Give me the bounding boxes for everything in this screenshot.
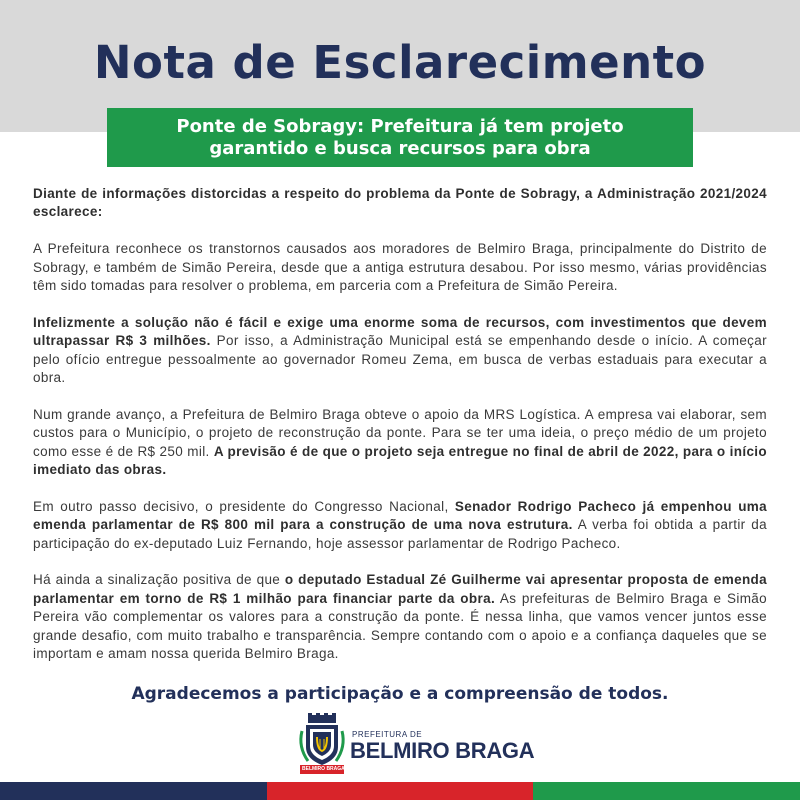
bottom-bar-red: [267, 782, 534, 800]
bottom-bar-green: [533, 782, 800, 800]
paragraph-2: A Prefeitura reconhece os transtornos causados aos moradores de Belmiro Braga, principalmente do Distrito de Sobragy, e também de Simão Pereira, desde que a antiga estrutura desabou. Por isso mesmo, várias providências têm sido tomadas para resolver o problema, em parceria com a Prefeitura de Simão Pereira.: [33, 241, 767, 294]
paragraph-4-start: Num grande avanço, a Prefeitura de Belmiro Braga obteve o apoio da MRS Logística. A empresa vai elaborar, sem custos para o Município, o projeto de reconstrução da ponte. Para se ter uma ideia, o preço médio de um projeto como esse é de R$ 250 mil.: [33, 406, 767, 459]
logo-prefix: PREFEITURA DE: [352, 730, 423, 739]
bottom-bar-navy: [0, 782, 267, 800]
paragraph-6-start: Há ainda a sinalização positiva de que: [33, 572, 285, 588]
paragraph-5-bold: Senador Rodrigo Pacheco já empenhou uma emenda parlamentar de R$ 800 mil para a construção de uma nova estrutura.: [33, 498, 767, 533]
page-title: Nota de Esclarecimento: [93, 36, 707, 89]
municipality-logo: [300, 713, 535, 777]
paragraph-6-rest: As prefeituras de Belmiro Braga e Simão Pereira vão complementar os valores para a construção da ponte. É nessa linha, que vamos vencer juntos esse grande desafio, com muito trabalho e transparência. Sempre contando com o apoio e a confiança daqueles que se importam e amam nossa querida Belmiro Braga.: [33, 590, 768, 662]
paragraph-1-text: Diante de informações distorcidas a respeito do problema da Ponte de Sobragy, a Administração 2021/2024 esclarece:: [33, 186, 767, 220]
paragraph-5-rest: A verba foi obtida a partir da participação do ex-deputado Luiz Fernando, hoje assessor parlamentar de Rodrigo Pacheco.: [33, 517, 767, 551]
subtitle-line-1: Ponte de Sobragy: Prefeitura já tem projeto: [176, 115, 624, 137]
paragraph-4: [33, 406, 767, 480]
paragraph-1: [33, 185, 767, 222]
paragraph-5: [33, 498, 767, 553]
logo-name: BELMIRO BRAGA: [350, 738, 535, 763]
paragraph-3: [33, 314, 767, 388]
paragraph-3-bold: Infelizmente a solução não é fácil e exige uma enorme soma de recursos, com investimentos que devem ultrapassar R$ 3 milhões.: [33, 314, 767, 349]
subtitle-banner: [107, 108, 693, 167]
closing-thanks: Agradecemos a participação e a compreensão de todos.: [131, 684, 669, 704]
logo-ribbon-text: BELMIRO BRAGA: [302, 766, 345, 772]
paragraph-6: [33, 571, 767, 663]
paragraph-4-bold: A previsão é de que o projeto seja entregue no final de abril de 2022, para o início imediato das obras.: [33, 443, 767, 478]
paragraph-5-start: Em outro passo decisivo, o presidente do Congresso Nacional,: [33, 498, 455, 514]
paragraph-3-rest: Por isso, a Administração Municipal está se empenhando desde o início. A começar pelo ofício entregue pessoalmente ao governador Romeu Zema, em busca de verbas estaduais para executar a obra.: [33, 333, 767, 386]
bottom-color-bar: [0, 782, 800, 800]
note-body: [33, 185, 767, 682]
paragraph-6-bold: o deputado Estadual Zé Guilherme vai apresentar proposta de emenda parlamentar em torno de R$ 1 milhão para financiar parte da obra.: [33, 572, 767, 606]
subtitle-line-2: garantido e busca recursos para obra: [209, 137, 591, 159]
